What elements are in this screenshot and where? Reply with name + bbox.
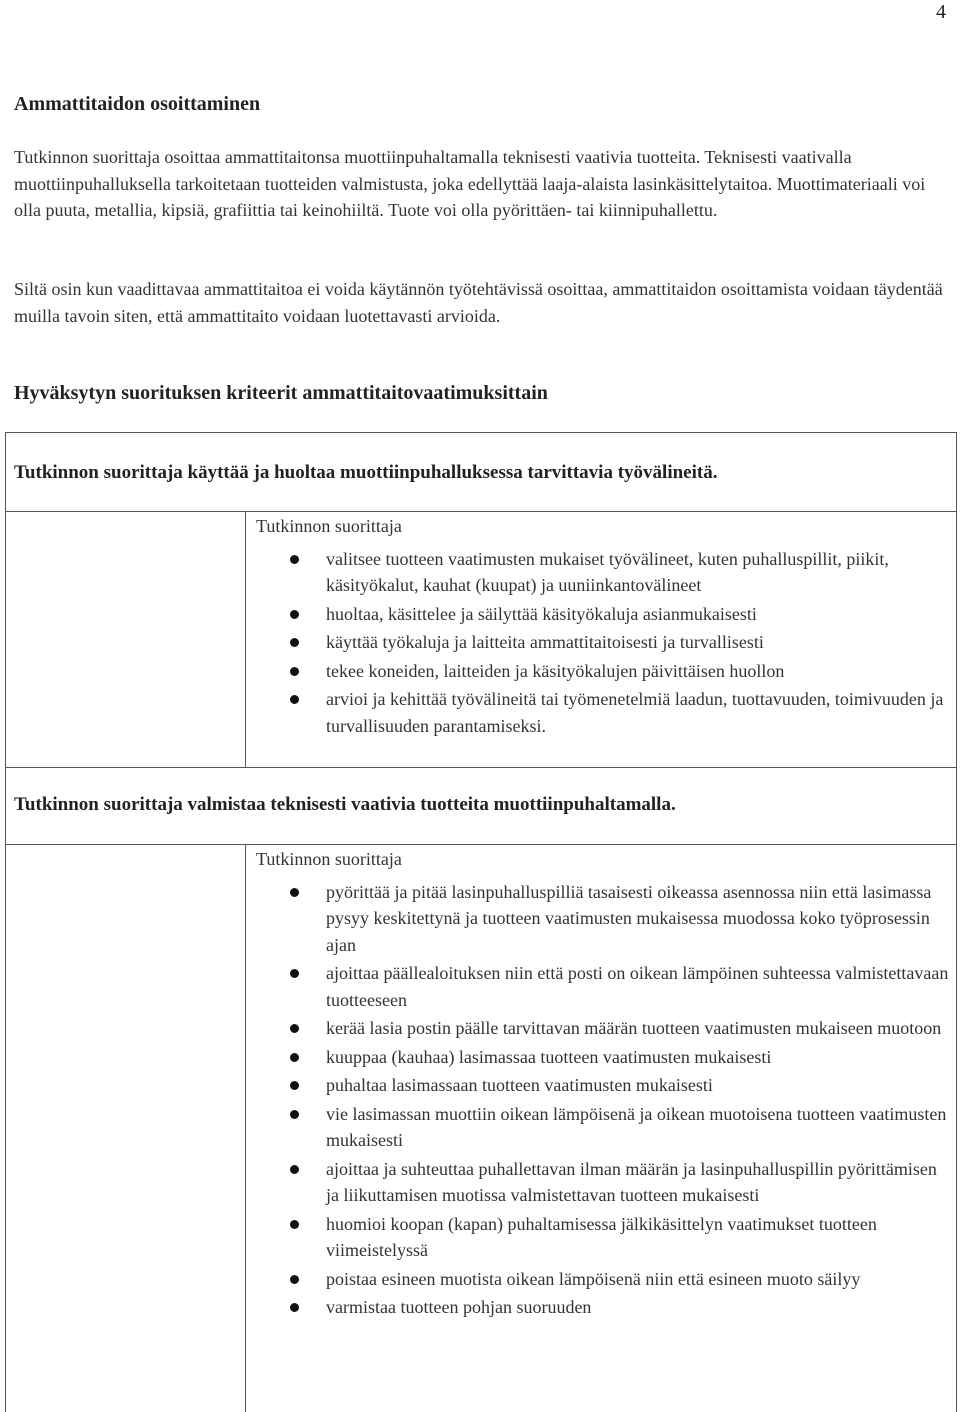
list-item: [256, 1211, 950, 1264]
list-item: [256, 686, 950, 739]
bullet-icon: [290, 1024, 299, 1033]
block-intro: Tutkinnon suorittaja: [256, 516, 402, 536]
list-item: [256, 1156, 950, 1209]
bullet-icon: [290, 667, 299, 676]
bullet-icon: [290, 888, 299, 897]
page-title: Ammattitaidon osoittaminen: [14, 93, 261, 115]
criteria-table: [5, 432, 957, 1412]
list-item-text: poistaa esineen muotista oikean lämpöisenä niin että esineen muoto säilyy: [326, 1268, 861, 1289]
list-item: [256, 658, 950, 685]
list-item: [256, 601, 950, 628]
list-item-text: kuuppaa (kauhaa) lasimassaa tuotteen vaatimusten mukaisesti: [326, 1046, 772, 1067]
list-item-text: varmistaa tuotteen pohjan suoruuden: [326, 1297, 592, 1317]
list-item-text: arvioi ja kehittää työvälineitä tai työmenetelmiä laadun, tuottavuuden, toimivuuden ja turvallisuuden parantamiseksi.: [326, 689, 944, 736]
list-item-text: kerää lasia postin päälle tarvittavan määrän tuotteen vaatimusten mukaiseen muotoon: [326, 1018, 942, 1038]
criteria-list: [256, 879, 950, 1321]
list-item: [256, 546, 950, 599]
section-heading: Tutkinnon suorittaja käyttää ja huoltaa muottiinpuhalluksessa tarvittavia työvälineitä.: [14, 462, 718, 483]
bullet-icon: [290, 1220, 299, 1229]
bullet-icon: [290, 1081, 299, 1090]
list-item: [256, 1294, 950, 1321]
list-item: [256, 1044, 950, 1071]
bullet-icon: [290, 1303, 299, 1312]
list-item: [256, 1266, 950, 1293]
bullet-icon: [290, 555, 299, 564]
bullet-icon: [290, 1275, 299, 1284]
criteria-list: [256, 546, 950, 740]
list-item: [256, 879, 950, 959]
criteria-block: [256, 846, 950, 1323]
page-number: 4: [936, 1, 946, 23]
criteria-heading: Hyväksytyn suorituksen kriteerit ammattitaitovaatimuksittain: [14, 382, 548, 404]
list-item-text: ajoittaa päällealoituksen niin että posti on oikean lämpöinen suhteessa valmistettavaan tuotteeseen: [326, 963, 949, 1010]
criteria-block: [256, 513, 950, 741]
list-item: [256, 960, 950, 1013]
list-item-text: huoltaa, käsittelee ja säilyttää käsityökaluja asianmukaisesti: [326, 603, 757, 624]
bullet-icon: [290, 695, 299, 704]
section-divider: [6, 767, 956, 768]
list-item-text: valitsee tuotteen vaatimusten mukaiset työvälineet, kuten puhalluspillit, piikit, käsityökalut, kauhat (kuupat) ja uuniinkantovälineet: [326, 548, 889, 595]
list-item-text: käyttää työkaluja ja laitteita ammattitaitoisesti ja turvallisesti: [326, 632, 764, 652]
section-heading: Tutkinnon suorittaja valmistaa teknisesti vaativia tuotteita muottiinpuhaltamalla.: [14, 794, 676, 815]
intro-paragraph: Tutkinnon suorittaja osoittaa ammattitaitonsa muottiinpuhaltamalla teknisesti vaativia tuotteita. Teknisesti vaativalla muottiinpuhalluksella tarkoitetaan tuotteiden valmistusta, joka edellyttää laaja-alaista lasinkäsittelytaitoa. Muottimateriaali voi olla puuta, metallia, kipsiä, grafiittia tai keinohiiltä. Tuote voi olla pyörittäen- tai kiinnipuhallettu.: [14, 147, 926, 220]
section-divider: [6, 844, 956, 845]
list-item: [256, 1101, 950, 1154]
column-divider: [245, 844, 246, 1412]
supplement-paragraph: Siltä osin kun vaadittavaa ammattitaitoa ei voida käytännön työtehtävissä osoittaa, ammattitaidon osoittamista voidaan täydentää muilla tavoin siten, että ammattitaito voidaan luotettavasti arvioida.: [14, 279, 943, 326]
list-item-text: huomioi koopan (kapan) puhaltamisessa jälkikäsittelyn vaatimukset tuotteen viimeistelyssä: [326, 1213, 877, 1260]
list-item: [256, 1072, 950, 1099]
bullet-icon: [290, 638, 299, 647]
bullet-icon: [290, 610, 299, 619]
bullet-icon: [290, 1110, 299, 1119]
list-item: [256, 629, 950, 656]
list-item-text: puhaltaa lasimassaan tuotteen vaatimusten mukaisesti: [326, 1075, 713, 1095]
bullet-icon: [290, 1053, 299, 1062]
bullet-icon: [290, 969, 299, 978]
list-item: [256, 1015, 950, 1042]
list-item-text: vie lasimassan muottiin oikean lämpöisenä ja oikean muotoisena tuotteen vaatimusten mukaisesti: [326, 1103, 947, 1150]
list-item-text: tekee koneiden, laitteiden ja käsityökalujen päivittäisen huollon: [326, 660, 785, 681]
section-divider: [6, 511, 956, 512]
list-item-text: pyörittää ja pitää lasinpuhalluspilliä tasaisesti oikeassa asennossa niin että lasimassa pysyy keskitettynä ja tuotteen vaatimusten mukaisessa muodossa koko työprosessin ajan: [326, 881, 932, 955]
bullet-icon: [290, 1165, 299, 1174]
block-intro: Tutkinnon suorittaja: [256, 849, 402, 869]
list-item-text: ajoittaa ja suhteuttaa puhallettavan ilman määrän ja lasinpuhalluspillin pyörittämisen ja liikuttamisen muotissa valmistettavan tuotteen mukaisesti: [326, 1158, 937, 1205]
column-divider: [245, 511, 246, 767]
